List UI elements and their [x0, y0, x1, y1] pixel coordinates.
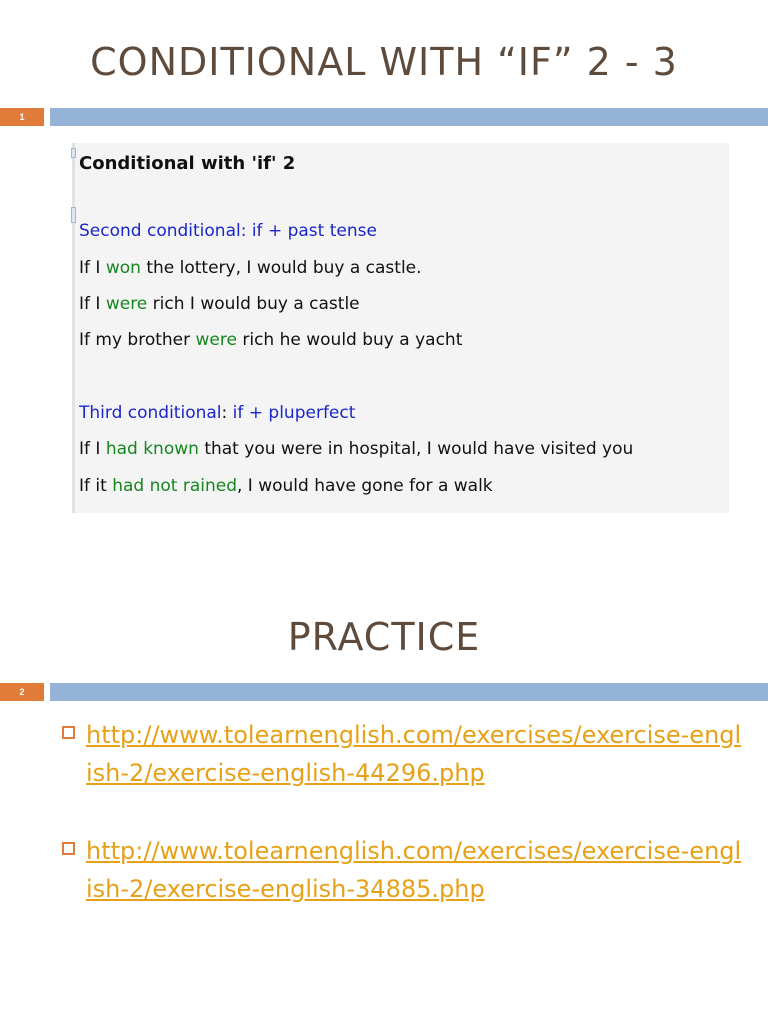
text-cursor-marker-icon [71, 207, 76, 223]
divider-stripe [50, 108, 768, 126]
slide-title: CONDITIONAL WITH “IF” 2 - 3 [90, 40, 678, 84]
conditional-screenshot-panel [72, 143, 729, 513]
example-line: If I had known that you were in hospital, I would have visited you [79, 439, 634, 459]
third-conditional-label: Third conditional: if + pluperfect [79, 403, 356, 423]
list-item [62, 832, 742, 908]
example-line: If I won the lottery, I would buy a castle. [79, 258, 422, 278]
panel-heading: Conditional with 'if' 2 [79, 153, 296, 174]
example-line: If my brother were rich he would buy a yacht [79, 330, 463, 350]
slide-title: PRACTICE [287, 615, 481, 659]
text-cursor-marker-icon [71, 148, 76, 158]
slide-number: 1 [0, 108, 44, 126]
exercise-link[interactable]: http://www.tolearnenglish.com/exercises/exercise-english-2/exercise-english-44296.php [86, 721, 742, 787]
slide-2 [0, 560, 768, 1024]
example-line: If I were rich I would buy a castle [79, 294, 360, 314]
square-bullet-icon [62, 726, 75, 739]
square-bullet-icon [62, 842, 75, 855]
panel-edge [72, 143, 75, 513]
second-conditional-label: Second conditional: if + past tense [79, 221, 377, 241]
list-item [62, 716, 742, 792]
exercise-link[interactable]: http://www.tolearnenglish.com/exercises/exercise-english-2/exercise-english-34885.php [86, 837, 742, 903]
slide-divider-bar [0, 108, 768, 126]
divider-stripe [50, 683, 768, 701]
practice-link-list [62, 716, 742, 948]
slide-number: 2 [0, 683, 44, 701]
example-line: If it had not rained, I would have gone for a walk [79, 476, 493, 496]
slide-divider-bar [0, 683, 768, 701]
